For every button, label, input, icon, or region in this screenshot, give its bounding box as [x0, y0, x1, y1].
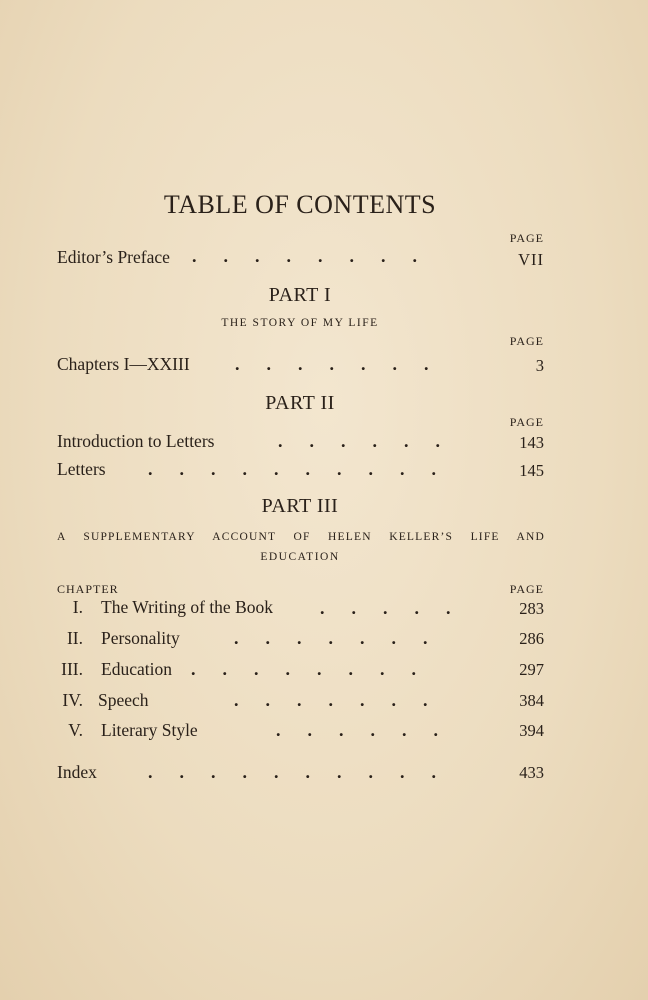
chapter-number: IV.	[62, 690, 83, 710]
toc-page-chapters: 3	[535, 356, 544, 375]
toc-entry-writing: The Writing of the Book	[101, 597, 274, 617]
chapter-number: I.	[72, 597, 83, 617]
page-title: TABLE OF CONTENTS	[163, 190, 437, 219]
leader-dots: . . . . . . . . . .	[148, 459, 436, 479]
toc-entry-speech: Speech	[98, 690, 149, 710]
part1-heading: PART I	[268, 284, 332, 306]
leader-dots: . . . . . . .	[234, 628, 428, 648]
chapter-column-label: CHAPTER	[57, 582, 119, 596]
toc-entry-index: Index	[57, 762, 97, 782]
toc-entry-letters: Letters	[57, 459, 106, 479]
leader-dots: . . . . . .	[278, 431, 440, 451]
toc-page-writing: 283	[519, 599, 544, 618]
part1-subtitle: THE STORY OF MY LIFE	[221, 317, 379, 329]
page-column-label: PAGE	[509, 231, 544, 245]
chapter-number: II.	[66, 628, 83, 648]
toc-page-literary-style: 394	[519, 721, 544, 740]
leader-dots: . . . . .	[320, 598, 451, 618]
toc-page-education: 297	[519, 660, 544, 679]
toc-page-editors-preface: VII	[518, 250, 544, 269]
toc-page-letters: 145	[519, 461, 544, 480]
part3-heading: PART III	[261, 495, 339, 517]
part2-heading: PART II	[265, 392, 335, 414]
toc-entry-literary-style: Literary Style	[101, 720, 198, 740]
leader-dots: . . . . . . . .	[191, 659, 416, 679]
leader-dots: . . . . . .	[276, 720, 438, 740]
toc-entry-education: Education	[101, 659, 172, 679]
leader-dots: . . . . . . .	[234, 690, 428, 710]
part3-subtitle-line2: EDUCATION	[260, 551, 340, 563]
leader-dots: . . . . . . .	[235, 354, 429, 374]
toc-entry-personality: Personality	[101, 628, 180, 648]
leader-dots: . . . . . . . . . .	[148, 762, 436, 782]
toc-entry-chapters: Chapters I—XXIII	[57, 354, 190, 374]
page-column-label: PAGE	[509, 415, 544, 429]
chapter-number: V.	[68, 720, 83, 740]
toc-page-personality: 286	[519, 629, 544, 648]
toc-entry-editors-preface: Editor’s Preface	[57, 247, 170, 267]
chapter-number: III.	[61, 659, 83, 679]
toc-entry-introduction: Introduction to Letters	[57, 431, 215, 451]
page-column-label: PAGE	[509, 582, 544, 596]
part3-subtitle-line1: A SUPPLEMENTARY ACCOUNT OF HELEN KELLER’S LIFE AND	[57, 531, 545, 543]
toc-page-introduction: 143	[519, 433, 544, 452]
leader-dots: . . . . . . . .	[192, 246, 417, 266]
page-column-label: PAGE	[509, 334, 544, 348]
toc-page-speech: 384	[519, 691, 544, 710]
toc-page-index: 433	[519, 763, 544, 782]
